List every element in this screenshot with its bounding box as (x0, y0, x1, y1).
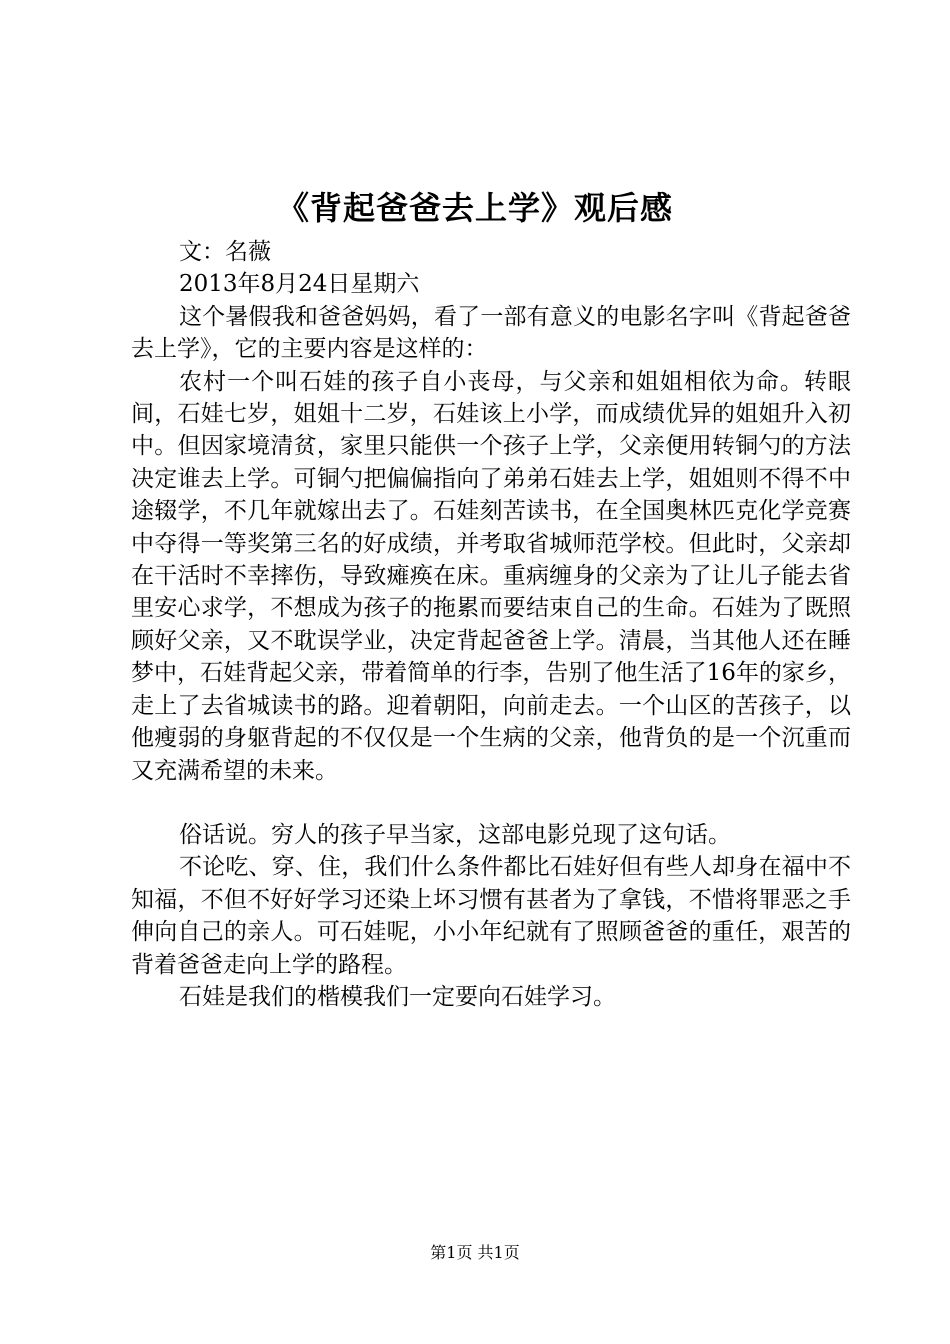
paragraph-intro: 这个暑假我和爸爸妈妈，看了一部有意义的电影名字叫《背起爸爸去上学》，它的主要内容是这样的： (131, 303, 851, 363)
paragraph-spacer (131, 787, 851, 819)
date-line: 2013年8月24日星期六 (179, 271, 420, 298)
author-line: 文：名薇 (179, 239, 271, 265)
document-body (131, 236, 851, 1013)
paragraph-proverb: 俗话说。穷人的孩子早当家，这部电影兑现了这句话。 (179, 821, 731, 848)
paragraph-conclusion: 石娃是我们的楷模我们一定要向石娃学习。 (179, 983, 616, 1010)
paragraph-plot: 农村一个叫石娃的孩子自小丧母，与父亲和姐姐相依为命。转眼间，石娃七岁，姐姐十二岁，石娃该上小学，而成绩优异的姐姐升入初中。但因家境清贫，家里只能供一个孩子上学，父亲便用转铜勺的方法决定谁去上学。可铜勺把偏偏指向了弟弟石娃去上学，姐姐则不得不中途辍学，不几年就嫁出去了。石娃刻苦读书，在全国奥林匹克化学竞赛中夺得一等奖第三名的好成绩，并考取省城师范学校。但此时，父亲却在干活时不幸摔伤，导致瘫痪在床。重病缠身的父亲为了让儿子能去省里安心求学，不想成为孩子的拖累而要结束自己的生命。石娃为了既照顾好父亲，又不耽误学业，决定背起爸爸上学。清晨，当其他人还在睡梦中，石娃背起父亲，带着简单的行李，告别了他生活了16年的家乡，走上了去省城读书的路。迎着朝阳，向前走去。一个山区的苦孩子，以他瘦弱的身躯背起的不仅仅是一个生病的父亲，他背负的是一个沉重而又充满希望的未来。 (131, 368, 851, 784)
paragraph-reflection: 不论吃、穿、住，我们什么条件都比石娃好但有些人却身在福中不知福，不但不好好学习还染上坏习惯有甚者为了拿钱，不惜将罪恶之手伸向自己的亲人。可石娃呢，小小年纪就有了照顾爸爸的重任，艰苦的背着爸爸走向上学的路程。 (131, 854, 851, 978)
page-footer: 第1页 共1页 (430, 1243, 520, 1262)
document-title: 《背起爸爸去上学》观后感 (276, 189, 673, 227)
